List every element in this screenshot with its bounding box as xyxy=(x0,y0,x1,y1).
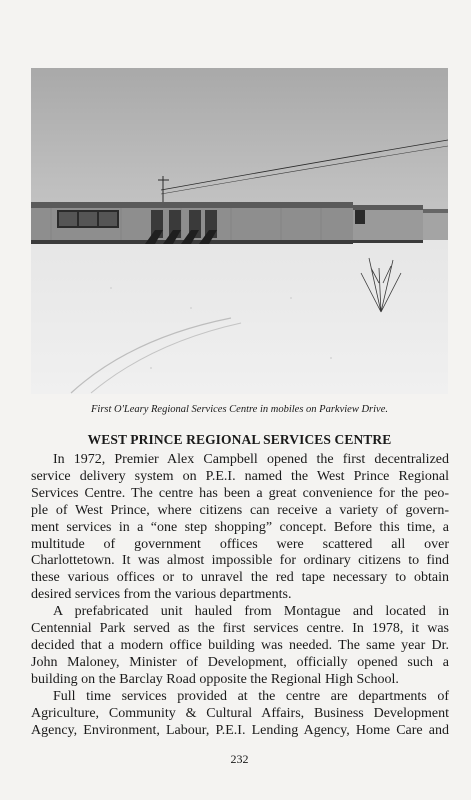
text-line: Centennial Park served as the first services centre. In 1978, it was xyxy=(31,621,449,637)
page-number: 232 xyxy=(230,752,249,766)
text-line: ment services in a “one step shopping” concept. Before this time, a xyxy=(31,519,449,535)
text-line: Agriculture, Community & Cultural Affairs, Business Development xyxy=(31,705,449,721)
text-line: Services Centre. The centre has been a great convenience for the peo- xyxy=(31,485,449,501)
body-text xyxy=(31,452,449,739)
text-line: decided that a modern office building was needed. The same year Dr. xyxy=(31,637,449,653)
text-line: ple of West Prince, where citizens can receive a variety of govern- xyxy=(31,502,449,518)
text-line: multitude of government offices were scattered all over xyxy=(31,536,449,552)
text-line: Charlottetown. It was almost impossible for ordinary citizens to find xyxy=(31,553,449,569)
text-line: service delivery system on P.E.I. named the West Prince Regional xyxy=(31,468,449,484)
text-line: these various offices or to unravel the red tape necessary to obtain xyxy=(31,570,449,586)
photo-caption: First O'Leary Regional Services Centre in mobiles on Parkview Drive. xyxy=(91,404,388,415)
text-line: building on the Barclay Road opposite the Regional High School. xyxy=(31,671,399,687)
text-line: desired services from the various departments. xyxy=(31,587,292,603)
text-line: John Maloney, Minister of Development, officially opened such a xyxy=(31,654,449,670)
section-heading: WEST PRINCE REGIONAL SERVICES CENTRE xyxy=(87,432,392,447)
text-line: Full time services provided at the centre are departments of xyxy=(53,688,449,704)
photo-mobile-offices xyxy=(31,68,448,394)
text-line: Agency, Environment, Labour, P.E.I. Lending Agency, Home Care and xyxy=(31,722,449,738)
text-line: A prefabricated unit hauled from Montague and located in xyxy=(53,604,449,620)
text-line: In 1972, Premier Alex Campbell opened the first decentralized xyxy=(53,452,449,467)
